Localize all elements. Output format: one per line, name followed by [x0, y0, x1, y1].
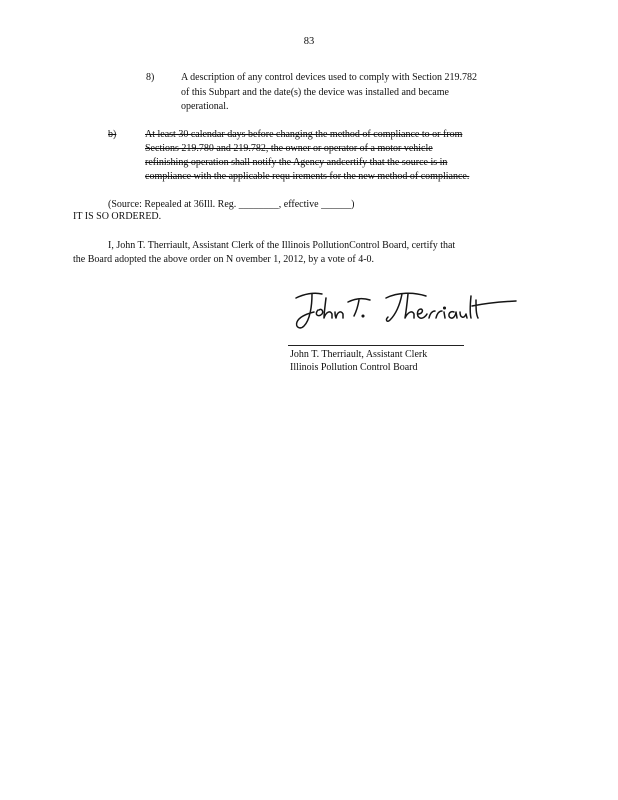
- item-b-letter: b): [108, 129, 117, 140]
- page-number: 83: [303, 36, 315, 47]
- item-b-line-2: Sections 219.780 and 219.782, the owner or operator of a motor vehicle: [145, 143, 433, 154]
- handwritten-signature: [290, 284, 530, 336]
- item-8-number: 8): [146, 72, 155, 83]
- item-b-line-4: compliance with the applicable requ irements for the new method of compliance.: [145, 171, 470, 182]
- item-b-line-3: refinishing operation shall notify the Agency andcertify that the source is in: [145, 157, 448, 168]
- source-note: (Source: Repealed at 36Ill. Reg. ________, effective ______): [108, 199, 355, 210]
- item-8-line-3: operational.: [181, 101, 229, 112]
- certification-line-1: I, John T. Therriault, Assistant Clerk of the Illinois PollutionControl Board, certify that: [108, 240, 456, 251]
- it-is-so-ordered: IT IS SO ORDERED.: [73, 211, 162, 222]
- signature-line: [288, 345, 464, 346]
- item-8-line-1: A description of any control devices used to comply with Section 219.782: [181, 72, 478, 83]
- item-8-line-2: of this Subpart and the date(s) the device was installed and became: [181, 87, 449, 98]
- signatory-organization: Illinois Pollution Control Board: [290, 362, 418, 373]
- signatory-name-title: John T. Therriault, Assistant Clerk: [290, 349, 428, 360]
- certification-line-2: the Board adopted the above order on N ovember 1, 2012, by a vote of 4-0.: [73, 254, 375, 265]
- item-b-line-1: At least 30 calendar days before changing the method of compliance to or from: [145, 129, 463, 140]
